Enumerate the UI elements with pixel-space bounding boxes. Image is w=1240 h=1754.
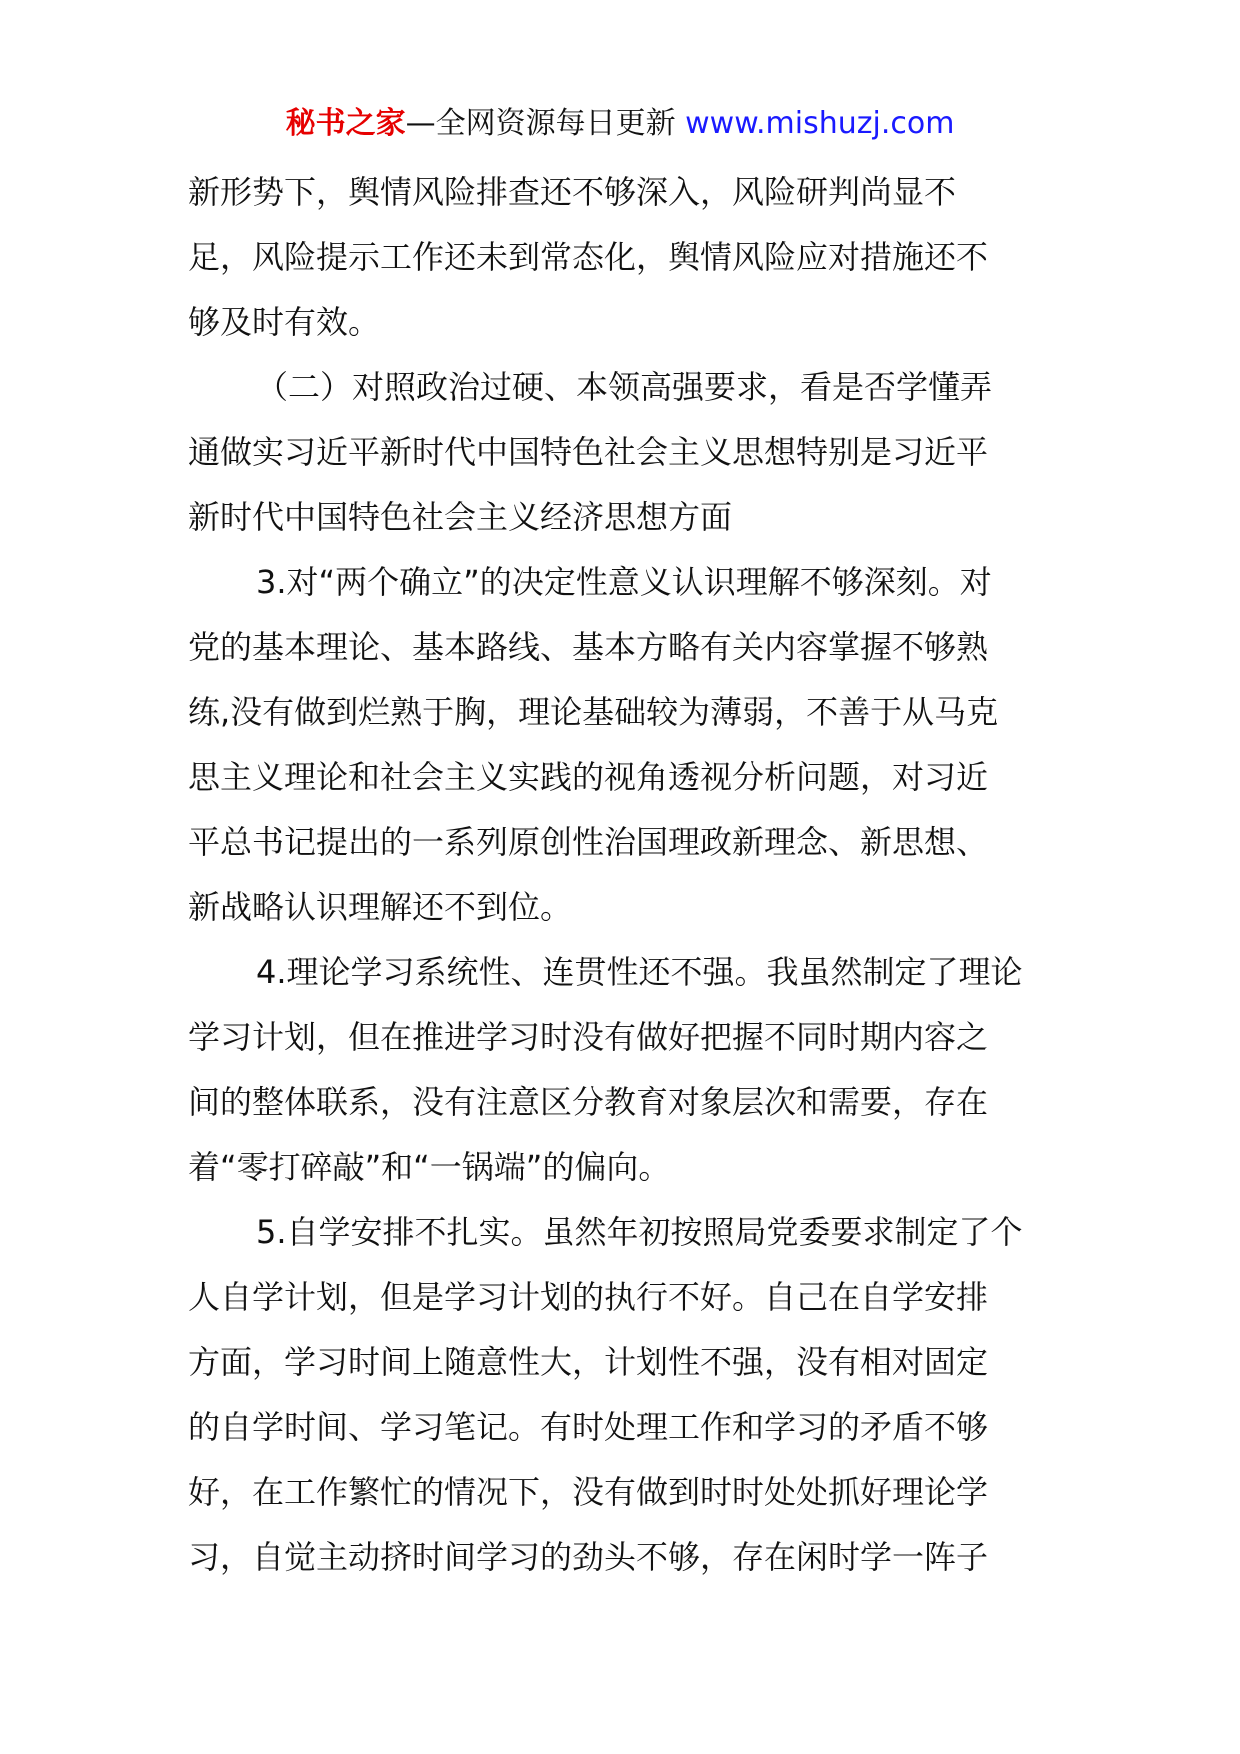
text-line: 新形势下，舆情风险排查还不够深入，风险研判尚显不 <box>188 173 957 211</box>
text-line: 的自学时间、学习笔记。有时处理工作和学习的矛盾不够 <box>188 1408 989 1446</box>
text-line: 新战略认识理解还不到位。 <box>188 888 573 926</box>
paragraph <box>188 160 1058 355</box>
text-line: 间的整体联系，没有注意区分教育对象层次和需要，存在 <box>188 1083 989 1121</box>
header-tagline: —全网资源每日更新 <box>405 106 686 141</box>
section-heading <box>188 355 1058 550</box>
text-line: 好，在工作繁忙的情况下，没有做到时时处处抓好理论学 <box>188 1473 989 1511</box>
text-line: 新时代中国特色社会主义经济思想方面 <box>188 498 733 536</box>
site-url: www.mishuzj.com <box>685 106 955 141</box>
text-line: 通做实习近平新时代中国特色社会主义思想特别是习近平 <box>188 433 989 471</box>
paragraph <box>188 1200 1058 1590</box>
text-line: 练,没有做到烂熟于胸，理论基础较为薄弱，不善于从马克 <box>188 693 999 731</box>
text-line: 3.对“两个确立”的决定性意义认识理解不够深刻。对 <box>256 563 992 601</box>
text-line: （二）对照政治过硬、本领高强要求，看是否学懂弄 <box>256 368 993 406</box>
text-line: 够及时有效。 <box>188 303 381 341</box>
text-line: 足，风险提示工作还未到常态化，舆情风险应对措施还不 <box>188 238 989 276</box>
text-line: 党的基本理论、基本路线、基本方略有关内容掌握不够熟 <box>188 628 989 666</box>
text-line: 着“零打碎敲”和“一锅端”的偏向。 <box>188 1148 671 1186</box>
text-line: 习，自觉主动挤时间学习的劲头不够，存在闲时学一阵子 <box>188 1538 989 1576</box>
text-line: 平总书记提出的一系列原创性治国理政新理念、新思想、 <box>188 823 989 861</box>
text-line: 5.自学安排不扎实。虽然年初按照局党委要求制定了个 <box>256 1213 1023 1251</box>
paragraph <box>188 550 1058 940</box>
text-line: 思主义理论和社会主义实践的视角透视分析问题，对习近 <box>188 758 989 796</box>
text-line: 人自学计划，但是学习计划的执行不好。自己在自学安排 <box>188 1278 989 1316</box>
paragraph <box>188 940 1058 1200</box>
text-line: 方面，学习时间上随意性大，计划性不强，没有相对固定 <box>188 1343 989 1381</box>
site-header <box>0 102 1240 146</box>
text-line: 4.理论学习系统性、连贯性还不强。我虽然制定了理论 <box>256 953 1023 991</box>
brand-name: 秘书之家 <box>285 106 406 141</box>
document-body <box>188 160 1058 1590</box>
text-line: 学习计划，但在推进学习时没有做好把握不同时期内容之 <box>188 1018 989 1056</box>
